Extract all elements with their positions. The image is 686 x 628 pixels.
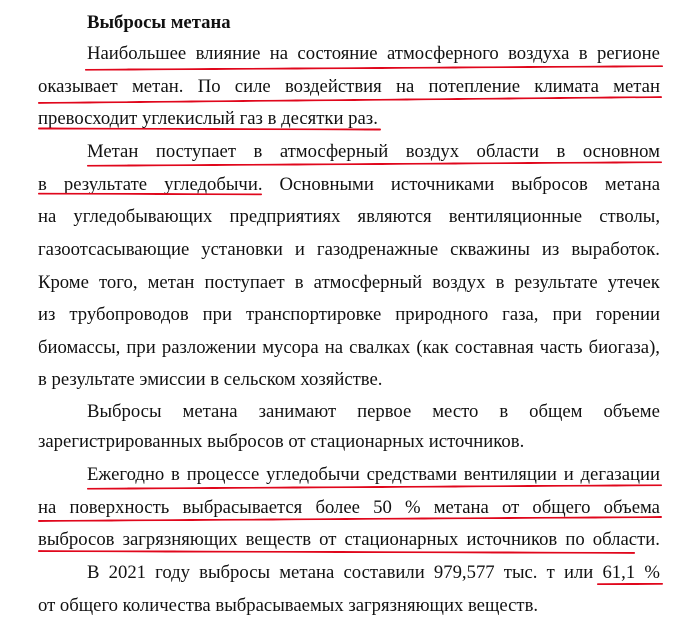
word: в	[578, 43, 588, 64]
word: при	[552, 304, 582, 325]
word: средствами	[366, 464, 457, 485]
word: из	[38, 304, 56, 325]
highlight-underline	[85, 65, 663, 71]
word: 2021	[108, 562, 146, 583]
word: разложении	[161, 337, 257, 358]
text-line: в результате эмиссии в сельском хозяйстве.	[38, 369, 383, 390]
word: при	[202, 304, 232, 325]
word: 50	[373, 497, 392, 518]
word: на	[324, 337, 344, 358]
word: в	[499, 401, 509, 422]
word: В	[87, 562, 100, 583]
text-line: превосходит углекислый газ в десятки раз.	[38, 108, 378, 129]
word: объема	[603, 497, 660, 518]
word: атмосферного	[386, 43, 499, 64]
word: в	[253, 141, 263, 162]
text-line	[38, 337, 660, 359]
word: метан	[613, 76, 660, 97]
word: мусора	[262, 337, 319, 358]
word: объеме	[603, 401, 660, 422]
word: стволы,	[599, 206, 660, 227]
word: от	[501, 497, 520, 518]
word: метана	[182, 401, 238, 422]
word: газоотсасывающие	[38, 239, 190, 260]
text-line	[38, 272, 660, 294]
word: или	[563, 562, 594, 583]
word: в	[171, 464, 180, 485]
word: Выбросы	[87, 401, 162, 422]
word: Кроме	[38, 272, 89, 293]
word: и	[563, 464, 574, 485]
word: биомассы,	[38, 337, 121, 358]
word: воздух	[405, 141, 460, 162]
word: метана	[433, 497, 489, 518]
text-line	[38, 239, 660, 261]
text-line	[38, 76, 660, 98]
section-heading: Выбросы метана	[87, 12, 231, 33]
word: потепление	[428, 76, 521, 97]
word: регионе	[596, 43, 660, 64]
word: часть	[539, 337, 583, 358]
text-line	[87, 562, 660, 584]
word: %	[404, 497, 421, 518]
word: состояние	[297, 43, 378, 64]
word: воздействия	[284, 76, 382, 97]
word: более	[315, 497, 360, 518]
word: скважины	[450, 239, 530, 260]
word: свалках	[349, 337, 411, 358]
word: транспортировке	[245, 304, 382, 325]
word: в	[556, 141, 566, 162]
word: метан	[147, 272, 195, 293]
word: поступает	[155, 141, 236, 162]
word: выработок.	[571, 239, 660, 260]
word: на	[38, 497, 57, 518]
word: 61,1	[602, 562, 636, 583]
word: источников	[466, 529, 558, 550]
word: биогаза),	[588, 337, 660, 358]
word: угледобычи.	[164, 174, 263, 195]
text-line: зарегистрированных выбросов от стационарных источников.	[38, 431, 525, 452]
word: Наибольшее	[87, 43, 187, 64]
word: поверхность	[69, 497, 170, 518]
text-line	[87, 464, 660, 486]
word: дегазации	[580, 464, 660, 485]
word: при	[126, 337, 156, 358]
word: выбросов	[38, 529, 115, 550]
word: веществ	[245, 529, 312, 550]
word: того,	[99, 272, 138, 293]
text-line	[38, 206, 660, 228]
word: природного	[395, 304, 489, 325]
word: загрязняющих	[122, 529, 238, 550]
word: метана	[279, 562, 335, 583]
word: Ежегодно	[87, 464, 165, 485]
word: оказывает	[38, 76, 118, 97]
word: из	[541, 239, 560, 260]
word: Метан	[87, 141, 139, 162]
word: По	[197, 76, 221, 97]
word: на	[269, 43, 289, 64]
word: занимают	[258, 401, 337, 422]
word: на	[38, 206, 57, 227]
word: выбросов	[511, 174, 588, 195]
word: газодренажные	[316, 239, 439, 260]
word: области	[476, 141, 540, 162]
word: угледобывающих	[73, 206, 213, 227]
word: в	[495, 272, 505, 293]
text-line	[38, 529, 660, 551]
text-line	[87, 401, 660, 423]
text-line	[38, 304, 660, 326]
highlight-underline	[597, 583, 663, 585]
word: процессе	[186, 464, 260, 485]
word: первое	[357, 401, 412, 422]
word: и	[294, 239, 305, 260]
word: Основными	[279, 174, 374, 195]
text-line	[87, 43, 660, 65]
word: на	[396, 76, 415, 97]
word: вентиляционные	[448, 206, 583, 227]
word: предприятиях	[229, 206, 341, 227]
highlight-underline	[38, 127, 381, 130]
word: воздуха	[508, 43, 570, 64]
word: воздух	[432, 272, 486, 293]
word: основном	[582, 141, 660, 162]
word: являются	[357, 206, 432, 227]
word: силе	[234, 76, 271, 97]
word: области.	[592, 529, 660, 550]
word: вентиляции	[463, 464, 557, 485]
word: стационарных	[344, 529, 459, 550]
word: утечек	[607, 272, 660, 293]
word: составная	[454, 337, 534, 358]
word: %	[644, 562, 660, 583]
word: атмосферный	[313, 272, 423, 293]
word: источниками	[390, 174, 495, 195]
word: выбрасывается	[182, 497, 303, 518]
word: атмосферный	[279, 141, 389, 162]
word: в	[38, 174, 47, 195]
word: результате	[63, 174, 148, 195]
word: 979,577	[433, 562, 495, 583]
word: тыс.	[503, 562, 538, 583]
word: году	[155, 562, 191, 583]
word: общем	[529, 401, 583, 422]
word: метан.	[131, 76, 184, 97]
word: метана	[604, 174, 660, 195]
word: общего	[532, 497, 591, 518]
word: климата	[534, 76, 599, 97]
word: выбросы	[199, 562, 271, 583]
word: трубопроводов	[69, 304, 189, 325]
word: результате	[514, 272, 598, 293]
word: составили	[343, 562, 425, 583]
word: поступает	[204, 272, 285, 293]
text-line: от общего количества выбрасываемых загрязняющих веществ.	[38, 595, 539, 616]
word: в	[294, 272, 304, 293]
word: место	[432, 401, 479, 422]
word: по	[565, 529, 585, 550]
word: т	[546, 562, 555, 583]
word: от	[319, 529, 337, 550]
word: (как	[416, 337, 449, 358]
word: газа,	[502, 304, 539, 325]
text-line	[87, 141, 660, 163]
word: влияние	[195, 43, 261, 64]
word: угледобычи	[266, 464, 360, 485]
word: установки	[201, 239, 283, 260]
word: горении	[595, 304, 660, 325]
